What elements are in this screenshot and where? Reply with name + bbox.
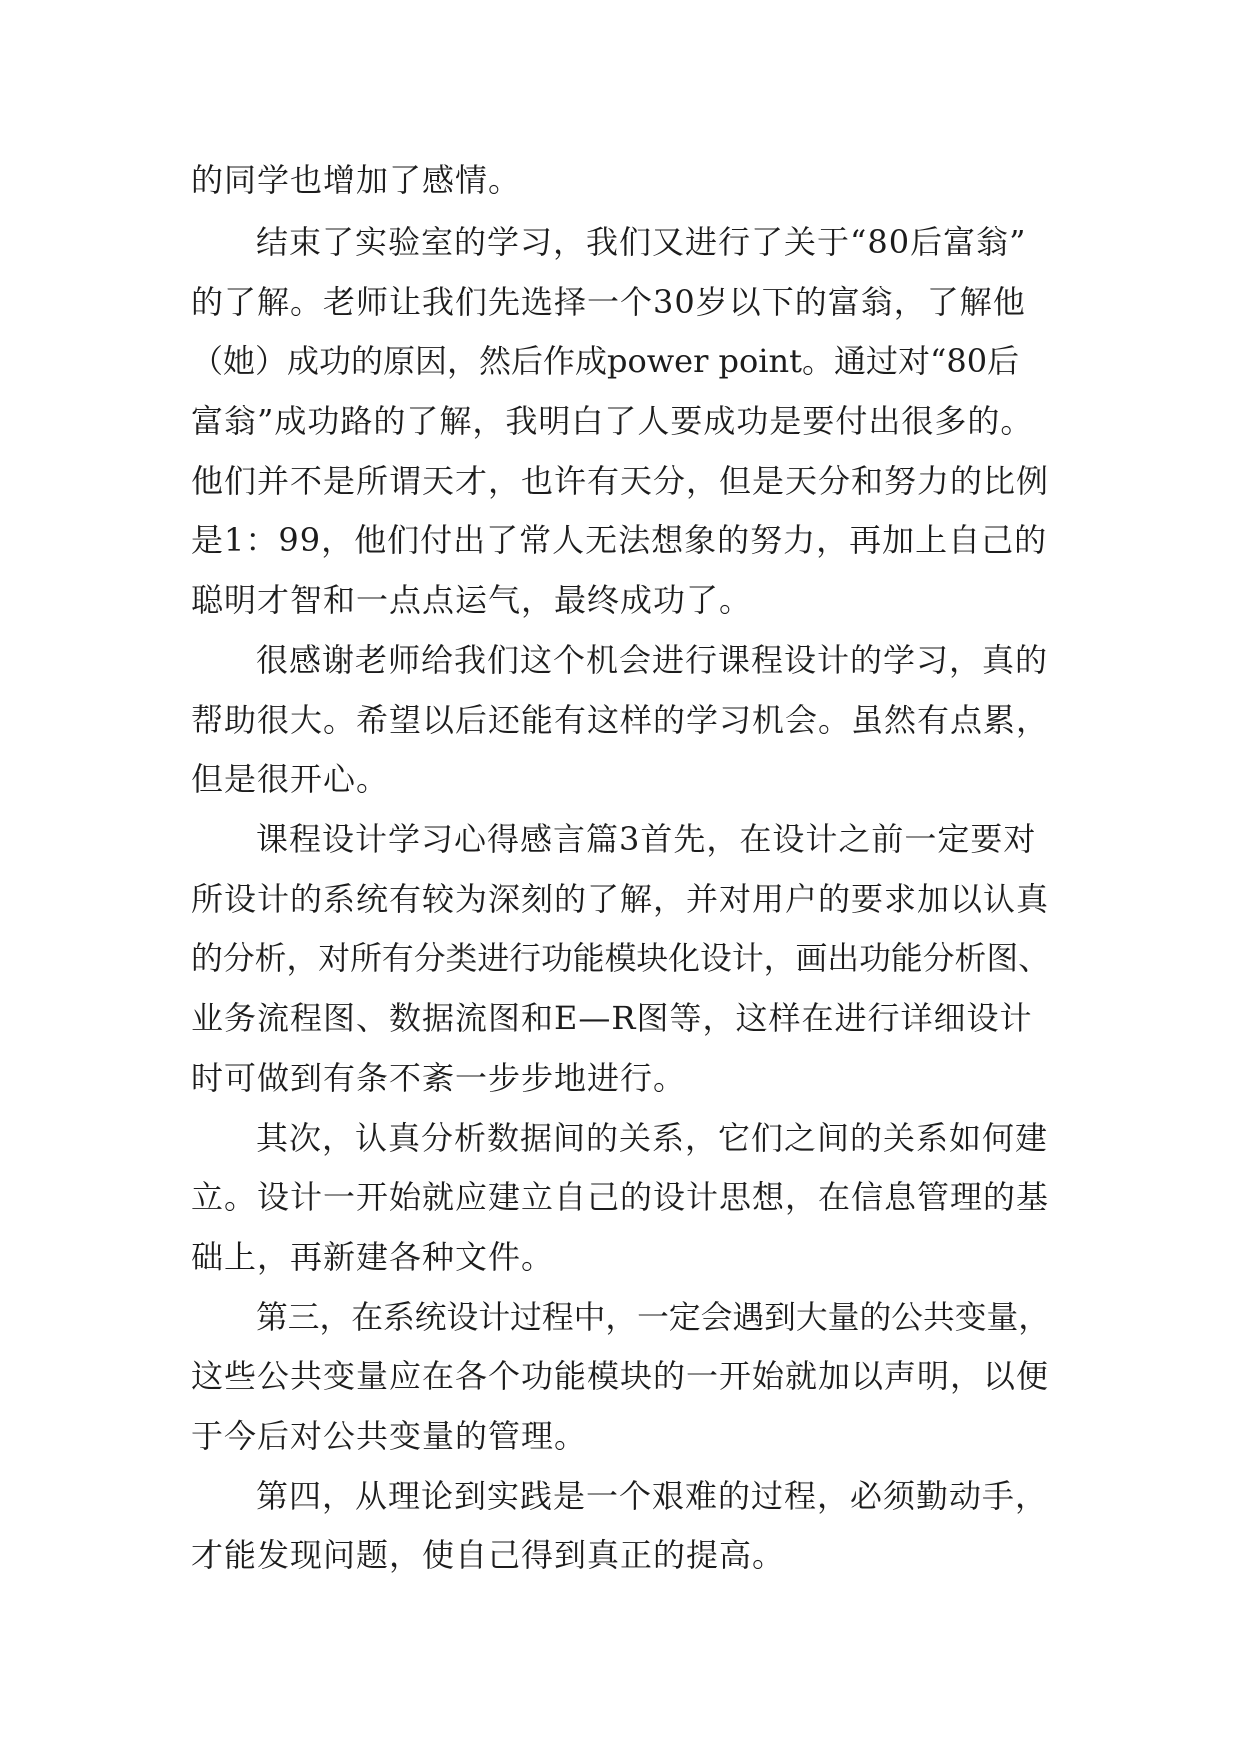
- text-line: 富翁”成功路的了解，我明白了人要成功是要付出很多的。: [191, 402, 1034, 440]
- text-line: 于今后对公共变量的管理。: [191, 1417, 588, 1455]
- text-line: 时可做到有条不紊一步步地进行。: [191, 1059, 687, 1097]
- text-line: 立。设计一开始就应建立自己的设计思想，在信息管理的基: [191, 1178, 1050, 1216]
- paragraph-first-line: 第三，在系统设计过程中，一定会遇到大量的公共变量，: [256, 1298, 1051, 1336]
- text-line: 是1：99，他们付出了常人无法想象的努力，再加上自己的: [191, 521, 1048, 559]
- text-line: 业务流程图、数据流图和E—R图等，这样在进行详细设计: [191, 999, 1033, 1037]
- text-line: 这些公共变量应在各个功能模块的一开始就加以声明，以便: [191, 1357, 1050, 1395]
- text-line: 帮助很大。希望以后还能有这样的学习机会。虽然有点累，: [191, 701, 1050, 739]
- text-line: 才能发现问题，使自己得到真正的提高。: [191, 1536, 786, 1574]
- paragraph-first-line: 课程设计学习心得感言篇3首先，在设计之前一定要对: [256, 820, 1037, 858]
- text-line: 所设计的系统有较为深刻的了解，并对用户的要求加以认真: [191, 880, 1050, 918]
- text-line: 的了解。老师让我们先选择一个30岁以下的富翁，了解他: [191, 283, 1026, 321]
- text-line: 的分析，对所有分类进行功能模块化设计，画出功能分析图、: [191, 939, 1051, 977]
- text-line: （她）成功的原因，然后作成power point。通过对“80后: [191, 342, 1020, 380]
- text-line: 他们并不是所谓天才，也许有天分，但是天分和努力的比例: [191, 462, 1050, 500]
- paragraph-first-line: 结束了实验室的学习，我们又进行了关于“80后富翁”: [256, 223, 1027, 261]
- text-line: 但是很开心。: [191, 760, 390, 798]
- paragraph-first-line: 第四，从理论到实践是一个艰难的过程，必须勤动手，: [256, 1477, 1049, 1515]
- text-line: 聪明才智和一点点运气，最终成功了。: [191, 581, 753, 619]
- text-line: 的同学也增加了感情。: [191, 161, 522, 199]
- paragraph-first-line: 其次，认真分析数据间的关系，它们之间的关系如何建: [256, 1119, 1049, 1157]
- paragraph-first-line: 很感谢老师给我们这个机会进行课程设计的学习，真的: [256, 641, 1049, 679]
- text-line: 础上，再新建各种文件。: [191, 1238, 555, 1276]
